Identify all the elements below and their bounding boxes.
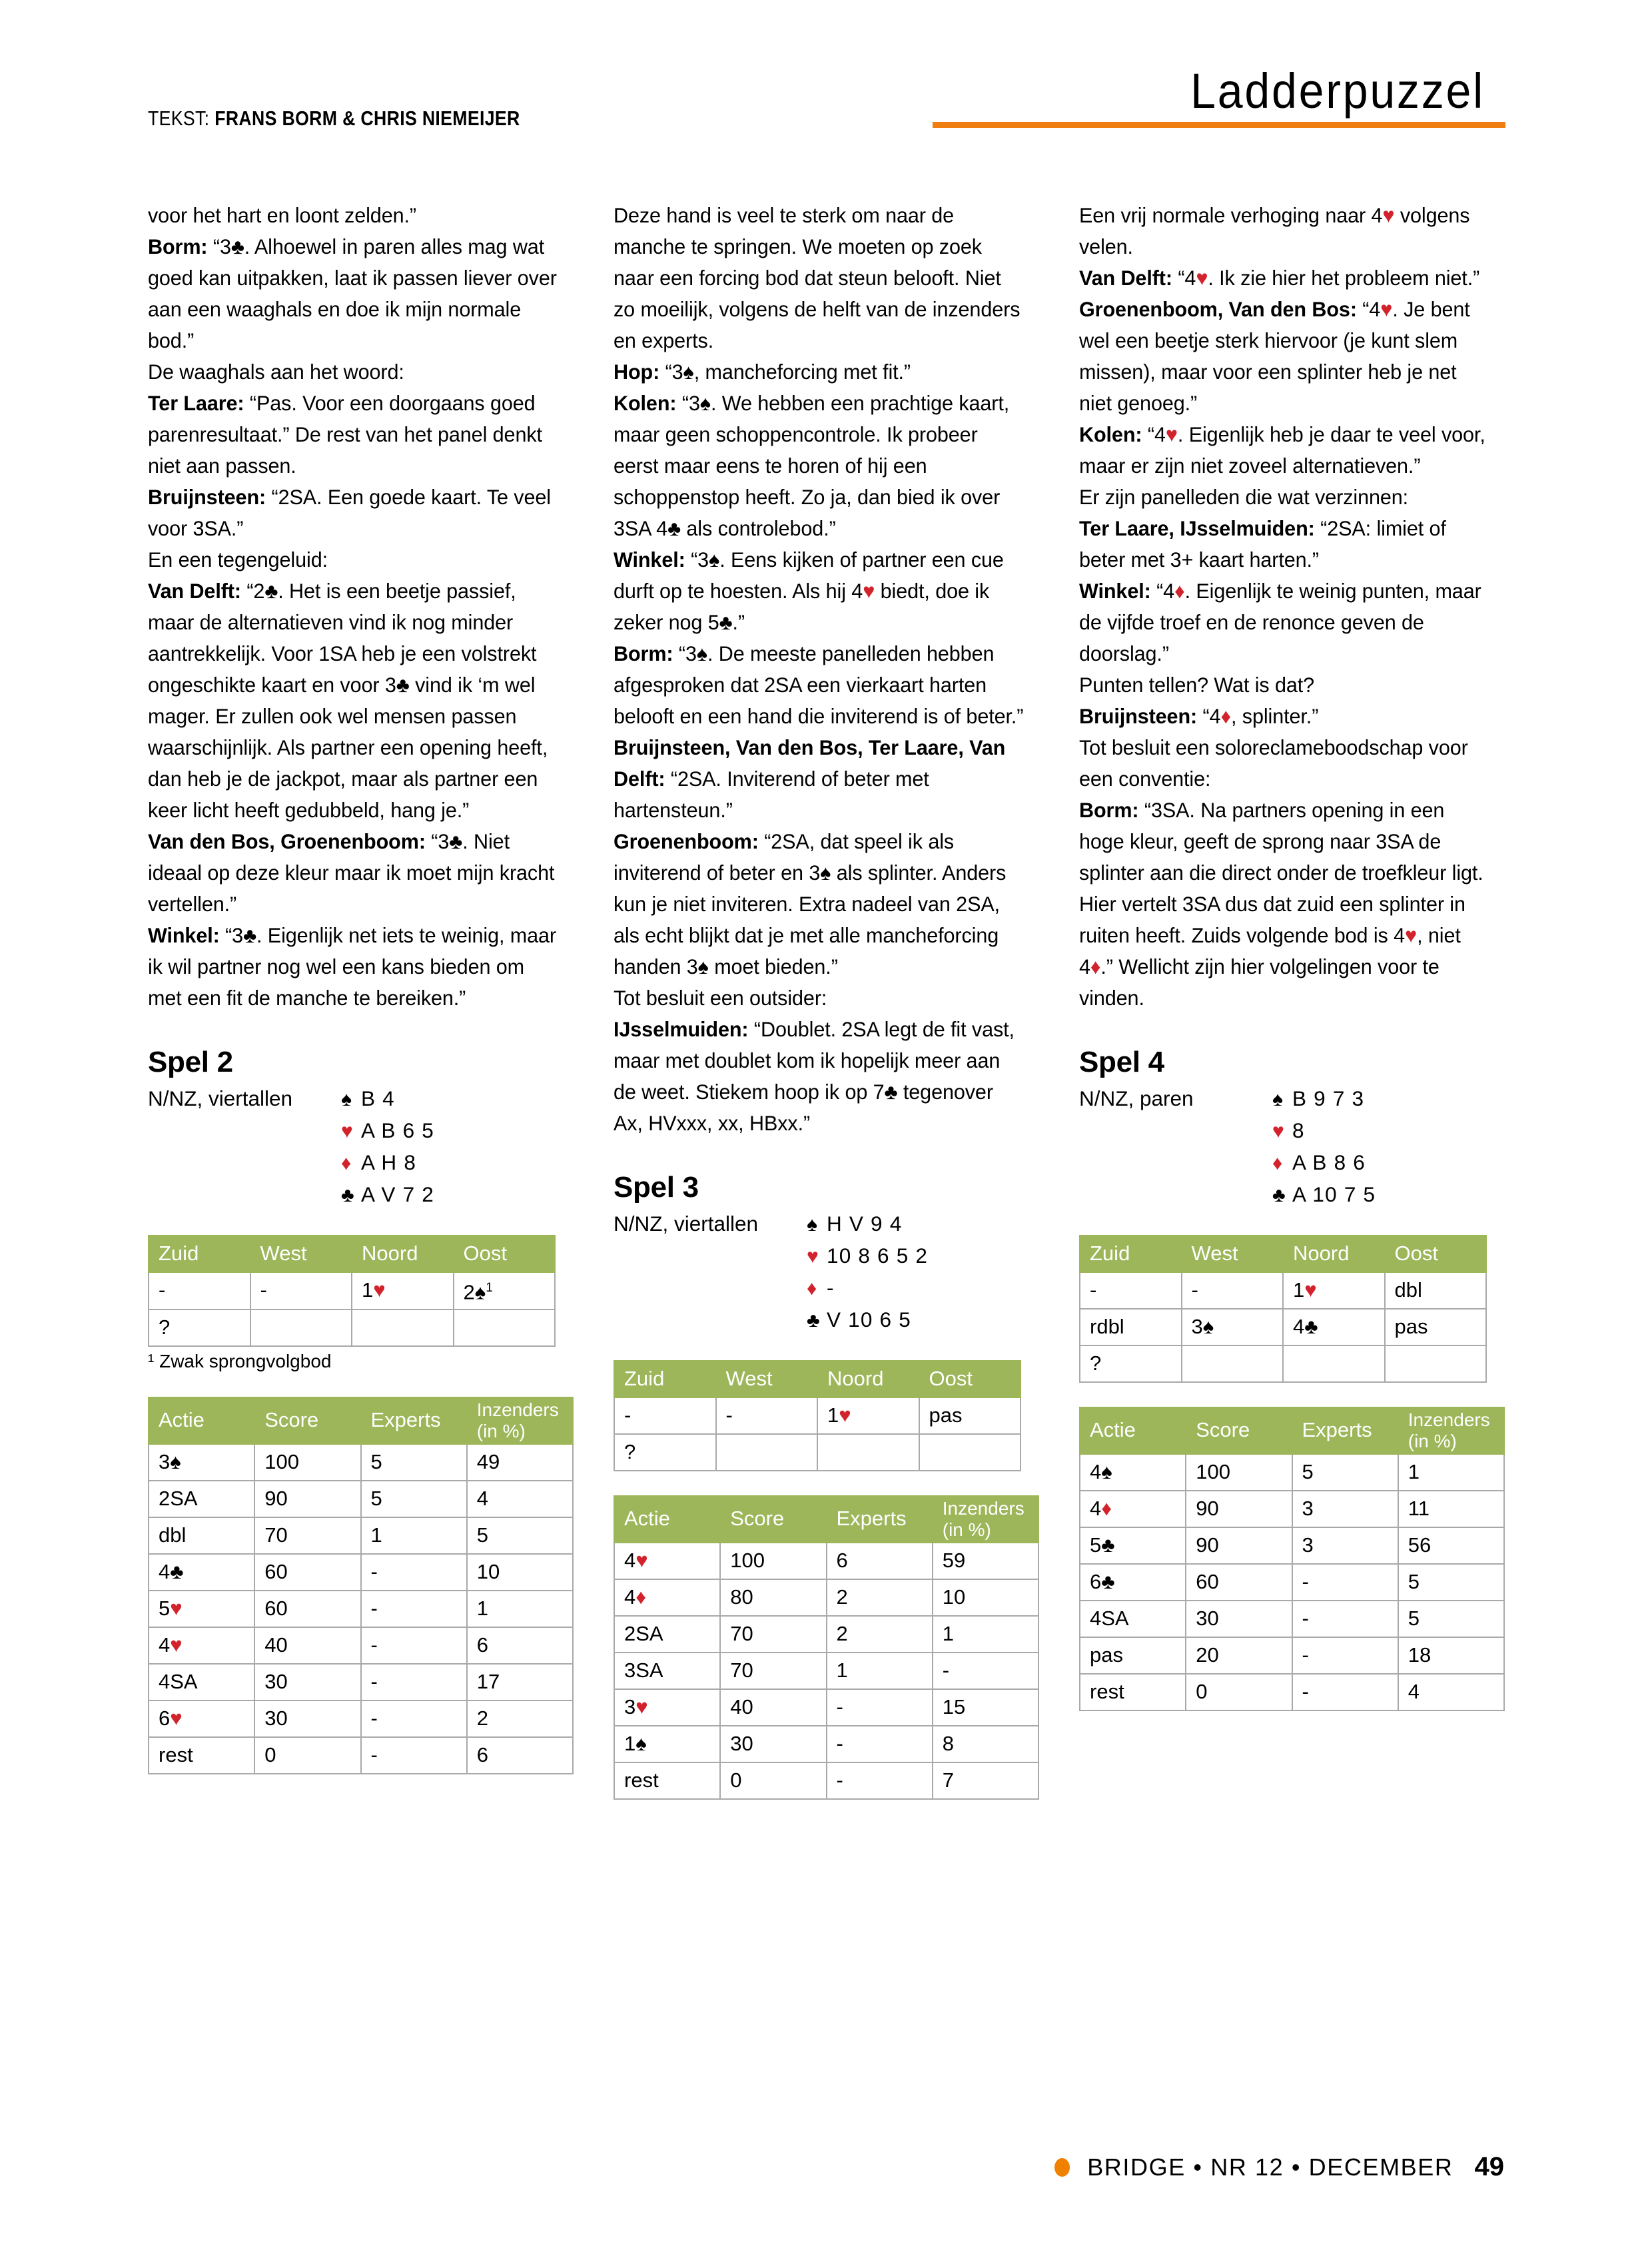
- hand-cards: B 4: [361, 1086, 395, 1110]
- table-cell: 80: [720, 1579, 826, 1616]
- table-cell: 3♠: [1182, 1309, 1284, 1345]
- heart-icon: ♥: [341, 1120, 353, 1142]
- byline-label: TEKST:: [148, 107, 210, 130]
- table-cell: -: [361, 1737, 467, 1774]
- table-cell: pas: [919, 1397, 1021, 1434]
- column-1: [148, 200, 574, 1800]
- table-cell: -: [1292, 1637, 1398, 1674]
- spel-3-heading: Spel 3: [614, 1171, 699, 1204]
- hand-suit-row: [1272, 1147, 1505, 1179]
- column-header: Zuid: [149, 1236, 250, 1272]
- title-underline-rule: [933, 122, 1505, 128]
- table-cell: [919, 1434, 1021, 1471]
- table-row: [1080, 1674, 1504, 1710]
- column-header: Score: [254, 1397, 360, 1444]
- paragraph: Borm: “3♠. De meeste panelleden hebben afgesproken dat 2SA een vierkaart harten belooft en een hand die inviterend is of beter.”: [614, 641, 1024, 728]
- table-cell: -: [1292, 1674, 1398, 1710]
- spel-2-heading: Spel 2: [148, 1046, 233, 1078]
- table-cell: 2♠$^1$: [454, 1272, 556, 1309]
- column-header: Inzenders (in %): [467, 1397, 573, 1444]
- hand-suit-row: [807, 1272, 1039, 1304]
- hand-cards: A B 8 6: [1292, 1150, 1366, 1174]
- table-row: [149, 1309, 555, 1346]
- table-row: [1080, 1637, 1504, 1674]
- table-row: [1080, 1309, 1486, 1345]
- hand-cards: V 10 6 5: [827, 1308, 911, 1331]
- column-3: [1079, 200, 1505, 1800]
- table-cell: -: [1292, 1564, 1398, 1601]
- spel-4-bidding-table: [1079, 1235, 1487, 1383]
- table-cell: 3♥: [614, 1689, 720, 1726]
- club-icon: ♣: [807, 1309, 820, 1331]
- table-row: [1080, 1345, 1486, 1382]
- table-cell: 11: [1398, 1491, 1504, 1527]
- table-cell: -: [827, 1689, 933, 1726]
- table-cell: 1♥: [352, 1272, 454, 1309]
- table-row: [149, 1554, 573, 1591]
- column-header: West: [1182, 1236, 1284, 1272]
- table-cell: -: [250, 1272, 352, 1309]
- page-header: [148, 63, 1505, 153]
- paragraph: Bruijnsteen: “4♦, splinter.”: [1079, 704, 1319, 728]
- table-cell: rdbl: [1080, 1309, 1182, 1345]
- table-cell: 1♥: [817, 1397, 919, 1434]
- table-cell: 30: [1186, 1601, 1292, 1637]
- hand-cards: -: [827, 1276, 835, 1300]
- paragraph: Winkel: “4♦. Eigenlijk te weinig punten, maar de vijfde troef en de renonce geven de doorslag.”: [1079, 579, 1481, 665]
- table-cell: 59: [933, 1543, 1038, 1579]
- byline-authors: FRANS BORM & CHRIS NIEMEIJER: [214, 107, 520, 130]
- paragraph: Kolen: “3♠. We hebben een prachtige kaart, maar geen schoppencontrole. Ik probeer eerst maar eens te horen of hij een schoppenstop heeft. Zo ja, dan bied ik over 3SA 4♣ als controlebod.”: [614, 391, 1010, 540]
- diamond-icon: ♦: [341, 1152, 352, 1174]
- table-cell: 10: [467, 1554, 573, 1591]
- column-header: Actie: [614, 1496, 720, 1543]
- column-header: Score: [720, 1496, 826, 1543]
- paragraph: Borm: “3♣. Alhoewel in paren alles mag wat goed kan uitpakken, laat ik passen liever over aan een waaghals en doe ik mijn normale bod.”: [148, 234, 557, 352]
- heart-icon: ♥: [1272, 1120, 1284, 1142]
- table-cell: 4♣: [149, 1554, 254, 1591]
- table-cell: 49: [467, 1444, 573, 1481]
- table-cell: dbl: [1385, 1272, 1487, 1309]
- column-header: Oost: [919, 1361, 1021, 1397]
- table-cell: 4♣: [1283, 1309, 1385, 1345]
- hand-suit-row: [341, 1115, 574, 1147]
- hand-suit-row: [1272, 1179, 1505, 1211]
- paragraph: De waaghals aan het woord:: [148, 360, 404, 384]
- table-cell: 70: [254, 1517, 360, 1554]
- column-2: [614, 200, 1039, 1800]
- section-title-block: [933, 63, 1505, 128]
- table-cell: dbl: [149, 1517, 254, 1554]
- table-row: [149, 1444, 573, 1481]
- table-cell: -: [933, 1653, 1038, 1689]
- column-header: Inzenders (in %): [933, 1496, 1038, 1543]
- table-cell: -: [1182, 1272, 1284, 1309]
- table-cell: 4♥: [614, 1543, 720, 1579]
- club-icon: ♣: [341, 1184, 354, 1206]
- column-header: Zuid: [614, 1361, 716, 1397]
- table-cell: -: [827, 1726, 933, 1762]
- hand-suit-row: [807, 1208, 1039, 1240]
- hand-cards: B 9 7 3: [1292, 1086, 1365, 1110]
- spel-4-score-table: [1079, 1407, 1505, 1711]
- paragraph: Een vrij normale verhoging naar 4♥ volgens velen.: [1079, 203, 1470, 258]
- table-row: [1080, 1527, 1504, 1564]
- table-row: [614, 1726, 1038, 1762]
- paragraph: Winkel: “3♠. Eens kijken of partner een cue durft op te hoesten. Als hij 4♥ biedt, doe ik zeker nog 5♣.”: [614, 548, 1004, 634]
- table-cell: 3♠: [149, 1444, 254, 1481]
- paragraph: Deze hand is veel te sterk om naar de manche te springen. We moeten op zoek naar een forcing bod dat steun belooft. Niet zo moeilijk, volgens de helft van de inzenders en experts.: [614, 203, 1021, 352]
- column-header: West: [716, 1361, 818, 1397]
- hand-suit-row: [341, 1147, 574, 1179]
- table-row: [1080, 1272, 1486, 1309]
- diamond-icon: ♦: [807, 1278, 817, 1300]
- table-cell: 4: [1398, 1674, 1504, 1710]
- table-cell: 18: [1398, 1637, 1504, 1674]
- table-header-row: [149, 1397, 573, 1444]
- bullet-dot-icon: [1054, 2158, 1070, 2177]
- table-cell: 70: [720, 1616, 826, 1653]
- paragraph: Hop: “3♠, mancheforcing met fit.”: [614, 360, 911, 384]
- table-cell: 4♠: [1080, 1454, 1186, 1491]
- table-header-row: [1080, 1236, 1486, 1272]
- table-cell: -: [1080, 1272, 1182, 1309]
- column-header: Oost: [454, 1236, 556, 1272]
- table-cell: [1385, 1345, 1487, 1382]
- table-row: [614, 1762, 1038, 1799]
- table-cell: rest: [1080, 1674, 1186, 1710]
- table-cell: -: [827, 1762, 933, 1799]
- paragraph: Ter Laare, IJsselmuiden: “2SA: limiet of beter met 3+ kaart harten.”: [1079, 516, 1446, 571]
- table-cell: 1: [361, 1517, 467, 1554]
- hand-cards: 8: [1292, 1118, 1305, 1142]
- table-cell: 70: [720, 1653, 826, 1689]
- table-cell: -: [361, 1664, 467, 1700]
- table-row: [614, 1579, 1038, 1616]
- table-cell: 1♥: [1283, 1272, 1385, 1309]
- table-cell: rest: [614, 1762, 720, 1799]
- table-cell: 0: [254, 1737, 360, 1774]
- paragraph: Punten tellen? Wat is dat?: [1079, 673, 1315, 697]
- spel-2-hand: [341, 1083, 574, 1211]
- table-header-row: [1080, 1407, 1504, 1454]
- table-cell: 100: [254, 1444, 360, 1481]
- table-cell: 30: [720, 1726, 826, 1762]
- table-cell: 6♥: [149, 1700, 254, 1737]
- table-cell: -: [361, 1627, 467, 1664]
- hand-suit-row: [807, 1304, 1039, 1336]
- page-title: Ladderpuzzel: [1190, 63, 1485, 119]
- table-row: [614, 1543, 1038, 1579]
- table-cell: 30: [254, 1700, 360, 1737]
- table-cell: -: [614, 1397, 716, 1434]
- table-cell: 3SA: [614, 1653, 720, 1689]
- table-cell: 5: [1398, 1601, 1504, 1637]
- table-cell: -: [1292, 1601, 1398, 1637]
- column-header: West: [250, 1236, 352, 1272]
- table-cell: 6: [467, 1627, 573, 1664]
- paragraph: voor het hart en loont zelden.”: [148, 203, 416, 227]
- table-row: [614, 1397, 1021, 1434]
- page-number: 49: [1474, 2152, 1504, 2181]
- spel-2-score-table: [148, 1397, 574, 1774]
- table-cell: 4♦: [1080, 1491, 1186, 1527]
- table-cell: 5: [467, 1517, 573, 1554]
- table-cell: 2SA: [149, 1481, 254, 1517]
- table-row: [1080, 1601, 1504, 1637]
- hand-suit-row: [341, 1179, 574, 1211]
- column-header: Actie: [149, 1397, 254, 1444]
- column-header: Noord: [1283, 1236, 1385, 1272]
- hand-cards: A B 6 5: [361, 1118, 434, 1142]
- table-cell: 3: [1292, 1491, 1398, 1527]
- hand-suit-row: [341, 1083, 574, 1115]
- table-row: [149, 1591, 573, 1627]
- column-header: Oost: [1385, 1236, 1487, 1272]
- table-cell: 0: [720, 1762, 826, 1799]
- paragraph: IJsselmuiden: “Doublet. 2SA legt de fit vast, maar met doublet kom ik hopelijk meer aan de weet. Stiekem hoop ik op 7♣ tegenover Ax, HVxxx, xx, HBxx.”: [614, 1017, 1015, 1135]
- article-columns: [148, 200, 1505, 1800]
- table-cell: 2: [827, 1579, 933, 1616]
- column-header: Inzenders (in %): [1398, 1407, 1504, 1454]
- paragraph: Van Delft: “4♥. Ik zie hier het probleem niet.”: [1079, 266, 1480, 290]
- table-cell: [1283, 1345, 1385, 1382]
- table-cell: 4♦: [614, 1579, 720, 1616]
- table-cell: 2: [827, 1616, 933, 1653]
- table-row: [149, 1700, 573, 1737]
- hand-cards: A 10 7 5: [1292, 1182, 1376, 1206]
- table-cell: 1: [933, 1616, 1038, 1653]
- table-header-row: [149, 1236, 555, 1272]
- table-cell: 4♥: [149, 1627, 254, 1664]
- spel-4-subhead: [1079, 1083, 1505, 1211]
- table-cell: 1♠: [614, 1726, 720, 1762]
- hand-suit-row: [807, 1240, 1039, 1272]
- table-cell: 6: [467, 1737, 573, 1774]
- table-cell: 90: [1186, 1491, 1292, 1527]
- table-cell: 5♣: [1080, 1527, 1186, 1564]
- table-cell: 5: [361, 1481, 467, 1517]
- table-cell: pas: [1385, 1309, 1487, 1345]
- spel-2-footnote: ¹ Zwak sprongvolgbod: [148, 1351, 332, 1372]
- table-header-row: [614, 1496, 1038, 1543]
- spel-2-vulnerability: N/NZ, viertallen: [148, 1086, 293, 1110]
- table-cell: 60: [1186, 1564, 1292, 1601]
- table-row: [149, 1627, 573, 1664]
- table-row: [614, 1653, 1038, 1689]
- spel-3-vulnerability: N/NZ, viertallen: [614, 1212, 759, 1236]
- paragraph: Groenenboom, Van den Bos: “4♥. Je bent wel een beetje sterk hiervoor (je kunt slem missen), maar voor een splinter heb je net niet genoeg.”: [1079, 297, 1470, 415]
- club-icon: ♣: [1272, 1184, 1286, 1206]
- table-cell: 4SA: [149, 1664, 254, 1700]
- table-cell: 5: [361, 1444, 467, 1481]
- hand-cards: 10 8 6 5 2: [827, 1244, 929, 1268]
- paragraph: Borm: “3SA. Na partners opening in een hoge kleur, geeft de sprong naar 3SA de splinter aan die direct onder de troefkleur ligt. Hier vertelt 3SA dus dat zuid een splinter in ruiten heeft. Zuids volgende bod is 4♥, niet 4♦.” Wellicht zijn hier volgelingen voor te vinden.: [1079, 798, 1483, 1010]
- paragraph: Kolen: “4♥. Eigenlijk heb je daar te veel voor, maar er zijn niet zoveel alternatieven.”: [1079, 422, 1485, 478]
- table-cell: [1182, 1345, 1284, 1382]
- table-cell: pas: [1080, 1637, 1186, 1674]
- spel-3-subhead: [614, 1208, 1039, 1336]
- table-row: [1080, 1454, 1504, 1491]
- spel-3-score-table: [614, 1495, 1039, 1800]
- table-cell: 1: [1398, 1454, 1504, 1491]
- paragraph: Bruijnsteen: “2SA. Een goede kaart. Te veel voor 3SA.”: [148, 485, 551, 540]
- table-cell: 6♣: [1080, 1564, 1186, 1601]
- table-cell: 100: [720, 1543, 826, 1579]
- spel-3-hand: [807, 1208, 1039, 1336]
- table-row: [1080, 1564, 1504, 1601]
- table-cell: 40: [720, 1689, 826, 1726]
- hand-cards: A H 8: [361, 1150, 417, 1174]
- spade-icon: ♠: [341, 1088, 352, 1110]
- paragraph: Ter Laare: “Pas. Voor een doorgaans goed parenresultaat.” De rest van het panel denkt niet aan passen.: [148, 391, 542, 478]
- table-row: [149, 1481, 573, 1517]
- table-row: [614, 1689, 1038, 1726]
- footer-text: BRIDGE • NR 12 • DECEMBER: [1087, 2153, 1453, 2181]
- table-row: [149, 1664, 573, 1700]
- table-cell: 3: [1292, 1527, 1398, 1564]
- heart-icon: ♥: [807, 1246, 819, 1268]
- paragraph: Van Delft: “2♣. Het is een beetje passief, maar de alternatieven vind ik nog minder aantrekkelijk. Voor 1SA heb je een volstrekt ongeschikte kaart en voor 3♣ vind ik ‘m wel mager. Er zullen ook wel mensen passen waarschijnlijk. Als partner een opening heeft, dan heb je de jackpot, maar als partner een keer licht heeft gedubbeld, hang je.”: [148, 579, 548, 822]
- hand-cards: H V 9 4: [827, 1212, 903, 1236]
- column-header: Noord: [817, 1361, 919, 1397]
- column-header: Score: [1186, 1407, 1292, 1454]
- paragraph: Bruijnsteen, Van den Bos, Ter Laare, Van Delft: “2SA. Inviterend of beter met hartensteun.”: [614, 735, 1006, 822]
- table-cell: 56: [1398, 1527, 1504, 1564]
- hand-suit-row: [1272, 1083, 1505, 1115]
- table-cell: -: [361, 1700, 467, 1737]
- paragraph: Tot besluit een soloreclameboodschap voor een conventie:: [1079, 735, 1468, 791]
- spel-3-bidding-table: [614, 1360, 1021, 1471]
- table-row: [149, 1517, 573, 1554]
- paragraph: Groenenboom: “2SA, dat speel ik als inviterend of beter en 3♠ als splinter. Anders kun je niet inviteren. Extra nadeel van 2SA, als echt blijkt dat je met alle mancheforcing handen 3♠ moet bieden.”: [614, 829, 1007, 978]
- diamond-icon: ♦: [1272, 1152, 1283, 1174]
- table-cell: -: [361, 1591, 467, 1627]
- column-header: Experts: [361, 1397, 467, 1444]
- table-cell: 4: [467, 1481, 573, 1517]
- table-cell: rest: [149, 1737, 254, 1774]
- table-cell: [454, 1309, 556, 1346]
- paragraph: Tot besluit een outsider:: [614, 986, 827, 1010]
- table-cell: -: [361, 1554, 467, 1591]
- table-row: [614, 1616, 1038, 1653]
- paragraph: Winkel: “3♣. Eigenlijk net iets te weinig, maar ik wil partner nog wel een kans bieden om met een fit de manche te bereiken.”: [148, 923, 556, 1010]
- table-cell: 90: [254, 1481, 360, 1517]
- table-cell: 90: [1186, 1527, 1292, 1564]
- table-cell: 17: [467, 1664, 573, 1700]
- page-footer: [1054, 2152, 1504, 2182]
- column-header: Experts: [827, 1496, 933, 1543]
- table-row: [149, 1272, 555, 1309]
- table-cell: 0: [1186, 1674, 1292, 1710]
- byline: [148, 107, 520, 131]
- spel-4-heading: Spel 4: [1079, 1046, 1164, 1078]
- table-cell: 5: [1292, 1454, 1398, 1491]
- table-cell: 8: [933, 1726, 1038, 1762]
- table-cell: 7: [933, 1762, 1038, 1799]
- spade-icon: ♠: [807, 1214, 817, 1236]
- table-cell: 10: [933, 1579, 1038, 1616]
- table-cell: 1: [467, 1591, 573, 1627]
- paragraph: Van den Bos, Groenenboom: “3♣. Niet ideaal op deze kleur maar ik moet mijn kracht vertellen.”: [148, 829, 555, 916]
- spade-icon: ♠: [1272, 1088, 1283, 1110]
- hand-cards: A V 7 2: [361, 1182, 434, 1206]
- table-header-row: [614, 1361, 1021, 1397]
- table-cell: 20: [1186, 1637, 1292, 1674]
- table-cell: 40: [254, 1627, 360, 1664]
- table-cell: ?: [614, 1434, 716, 1471]
- table-cell: 1: [827, 1653, 933, 1689]
- table-cell: ?: [1080, 1345, 1182, 1382]
- column-header: Zuid: [1080, 1236, 1182, 1272]
- table-cell: 100: [1186, 1454, 1292, 1491]
- table-cell: 5♥: [149, 1591, 254, 1627]
- table-cell: 30: [254, 1664, 360, 1700]
- table-row: [1080, 1491, 1504, 1527]
- table-cell: 2SA: [614, 1616, 720, 1653]
- table-cell: 15: [933, 1689, 1038, 1726]
- table-row: [149, 1737, 573, 1774]
- spel-2-subhead: [148, 1083, 574, 1211]
- table-cell: -: [716, 1397, 818, 1434]
- table-cell: 4SA: [1080, 1601, 1186, 1637]
- paragraph: En een tegengeluid:: [148, 548, 328, 571]
- table-cell: 60: [254, 1591, 360, 1627]
- table-cell: ?: [149, 1309, 250, 1346]
- hand-suit-row: [1272, 1115, 1505, 1147]
- column-header: Experts: [1292, 1407, 1398, 1454]
- table-cell: 6: [827, 1543, 933, 1579]
- table-cell: [352, 1309, 454, 1346]
- table-cell: [250, 1309, 352, 1346]
- table-cell: [817, 1434, 919, 1471]
- column-header: Actie: [1080, 1407, 1186, 1454]
- table-cell: 5: [1398, 1564, 1504, 1601]
- table-cell: [716, 1434, 818, 1471]
- table-cell: 60: [254, 1554, 360, 1591]
- spel-4-vulnerability: N/NZ, paren: [1079, 1086, 1194, 1110]
- paragraph: Er zijn panelleden die wat verzinnen:: [1079, 485, 1409, 509]
- table-cell: -: [149, 1272, 250, 1309]
- table-cell: 2: [467, 1700, 573, 1737]
- spel-4-hand: [1272, 1083, 1505, 1211]
- spel-2-bidding-table: [148, 1235, 556, 1347]
- column-header: Noord: [352, 1236, 454, 1272]
- table-row: [614, 1434, 1021, 1471]
